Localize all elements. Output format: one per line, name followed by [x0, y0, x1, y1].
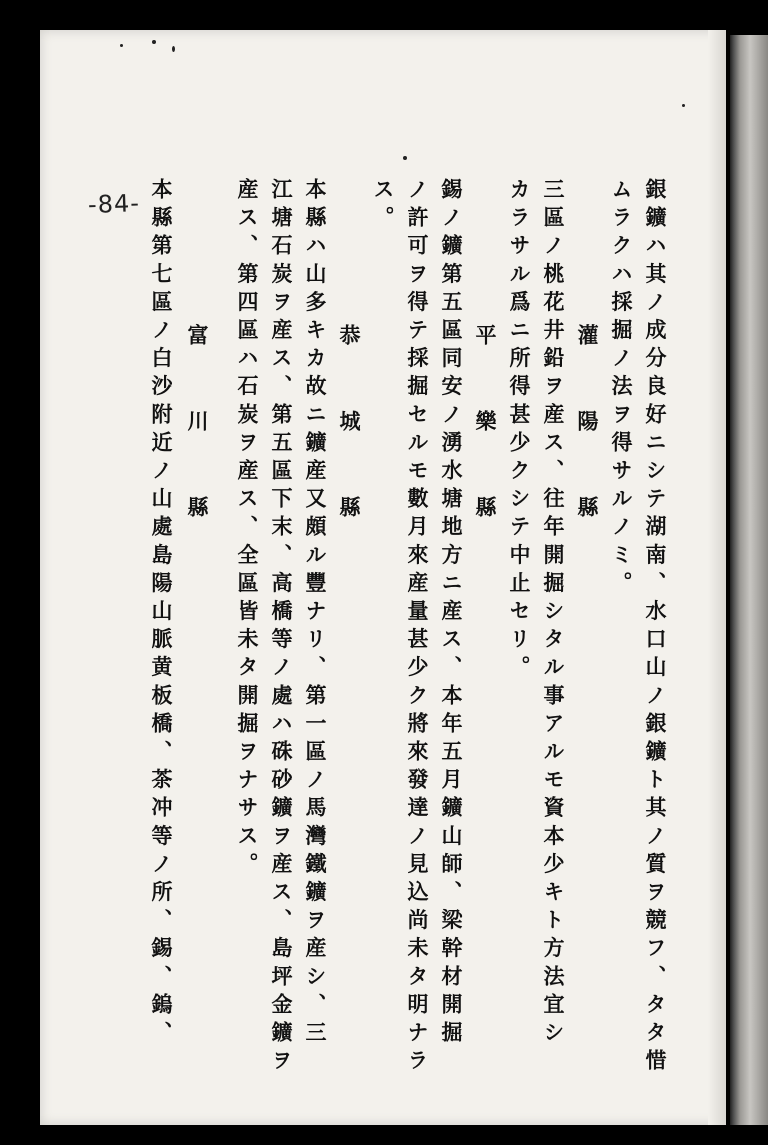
- section-heading: 富 川 縣: [185, 324, 210, 539]
- ink-speck: [120, 44, 123, 47]
- text-column: ムラクハ採掘ノ法ヲ得サルノミ。: [609, 178, 634, 600]
- text-column: 本縣第七區ノ白沙附近ノ山處島陽山脈黄板橋、茶冲等ノ所、錫、鎢、: [149, 178, 174, 1050]
- ink-speck: [403, 156, 407, 160]
- section-heading: 灌 陽 縣: [575, 324, 600, 539]
- vertical-text-body: [140, 178, 680, 1078]
- ink-speck: [682, 104, 685, 107]
- section-heading: 平 樂 縣: [473, 324, 498, 539]
- text-column: ノ許可ヲ得テ採掘セルモ數月來産量甚少ク將來發達ノ見込尚未タ明ナラ: [405, 178, 430, 1078]
- text-column: ス。: [371, 178, 396, 235]
- text-column: 江塘石炭ヲ産ス、第五區下末、高橋等ノ處ハ硃砂鑛ヲ産ス、島坪金鑛ヲ: [269, 178, 294, 1078]
- ink-speck: [172, 46, 175, 52]
- section-heading: 恭 城 縣: [337, 324, 362, 539]
- text-column: 錫ノ鑛第五區同安ノ湧水塘地方ニ産ス、本年五月鑛山師、梁幹材開掘: [439, 178, 464, 1050]
- adjacent-page-edge: [730, 35, 768, 1125]
- text-column: 三區ノ桃花井鉛ヲ産ス、往年開掘シタル事アルモ資本少キト方法宜シ: [541, 178, 566, 1050]
- text-column: カラサル爲ニ所得甚少クシテ中止セリ。: [507, 178, 532, 684]
- ink-speck: [152, 40, 156, 44]
- text-column: 本縣ハ山多キカ故ニ鑛産又頗ル豐ナリ、第一區ノ馬灣鐵鑛ヲ産シ、三: [303, 178, 328, 1050]
- page-number: -84-: [87, 189, 141, 219]
- page-gutter: [708, 30, 726, 1125]
- text-column: 銀鑛ハ其ノ成分良好ニシテ湖南、水口山ノ銀鑛ト其ノ質ヲ競フ、タタ惜: [643, 178, 668, 1078]
- text-column: 産ス、第四區ハ石炭ヲ産ス、全區皆未タ開掘ヲナサス。: [235, 178, 260, 881]
